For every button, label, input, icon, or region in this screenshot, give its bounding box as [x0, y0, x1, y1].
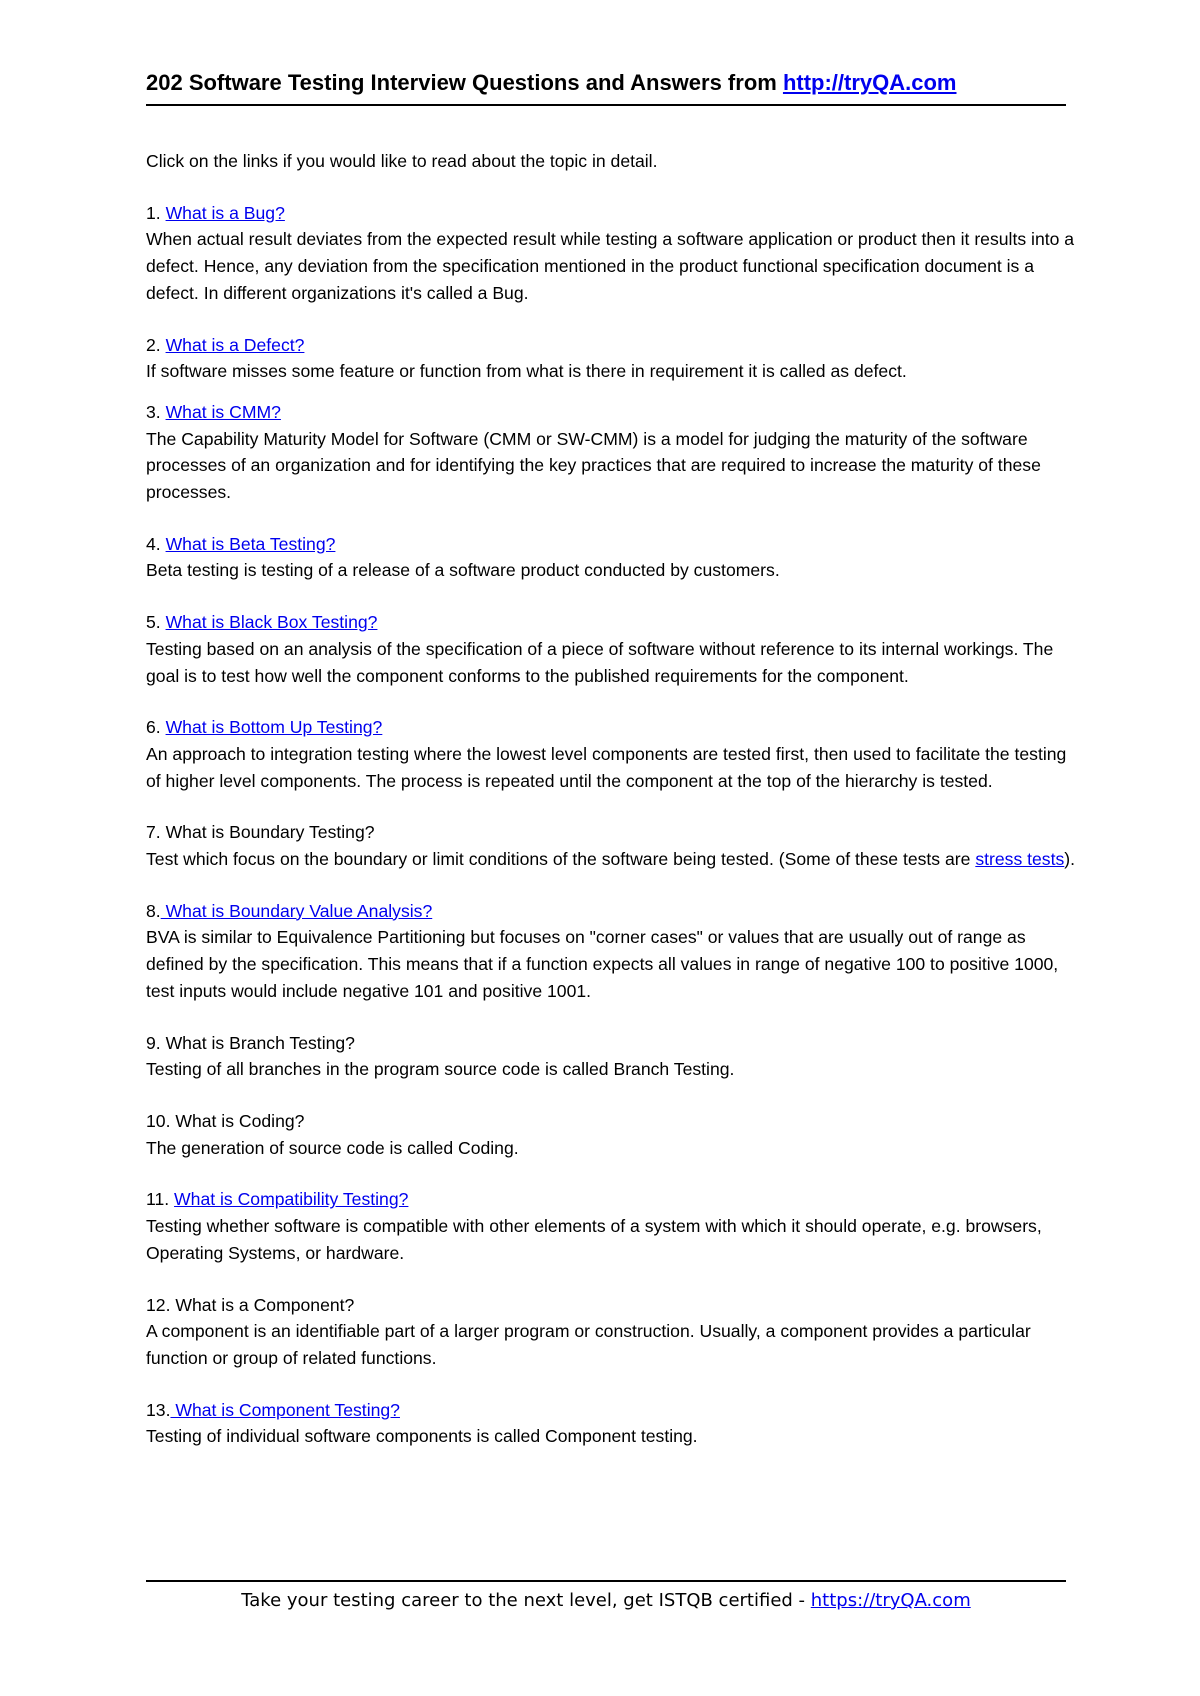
qa-item-1	[146, 200, 1076, 307]
question: 3. What is CMM?	[146, 401, 281, 422]
qa-item-13	[146, 1397, 1076, 1450]
question-text: What is Branch Testing?	[165, 1032, 355, 1053]
question: 7. What is Boundary Testing?	[146, 822, 375, 843]
question: 1. What is a Bug?	[146, 202, 285, 223]
answer: When actual result deviates from the expected result while testing a software application or product then it results into a defect. Hence, any deviation from the specification mentioned in the product functional specification document is a defect. In different organizations it's called a Bug.	[146, 229, 1075, 303]
qa-item-7	[146, 819, 1076, 872]
footer-text: Take your testing career to the next level, get ISTQB certified -	[241, 1590, 811, 1611]
qa-item-10	[146, 1108, 1076, 1161]
qa-item-3	[146, 399, 1076, 506]
stress-tests-link[interactable]: stress tests	[975, 849, 1065, 870]
page-title: 202 Software Testing Interview Questions and Answers from	[146, 70, 783, 95]
question: 4. What is Beta Testing?	[146, 533, 336, 554]
answer: BVA is similar to Equivalence Partitioning but focuses on "corner cases" or values that are usually out of range as defined by the specification. This means that if a function expects all values in range of negative 100 to positive 1000, test inputs would include negative 101 and positive 1001.	[146, 927, 1059, 1001]
qa-item-4	[146, 531, 1076, 584]
question-text: What is a Component?	[175, 1294, 355, 1315]
qa-item-6	[146, 714, 1076, 794]
answer: Testing based on an analysis of the specification of a piece of software without reference to its internal workings. The goal is to test how well the component conforms to the published requirements for the component.	[146, 638, 1054, 686]
qa-item-5	[146, 609, 1076, 689]
qa-item-2	[146, 332, 1076, 385]
question: 6. What is Bottom Up Testing?	[146, 717, 383, 738]
qa-item-12	[146, 1292, 1076, 1372]
question: 2. What is a Defect?	[146, 334, 305, 355]
question: 10. What is Coding?	[146, 1110, 305, 1131]
answer: Testing of individual software components is called Component testing.	[146, 1426, 698, 1447]
answer: Beta testing is testing of a release of a software product conducted by customers.	[146, 560, 780, 581]
footer-link[interactable]: https://tryQA.com	[810, 1590, 971, 1611]
question-link[interactable]: What is Bottom Up Testing?	[165, 717, 383, 738]
answer: Testing whether software is compatible with other elements of a system with which it should operate, e.g. browsers, Operating Systems, or hardware.	[146, 1216, 1042, 1263]
intro-text: Click on the links if you would like to read about the topic in detail.	[146, 151, 658, 171]
document-body	[146, 148, 1076, 1475]
question: 12. What is a Component?	[146, 1294, 355, 1315]
question-text: What is Boundary Testing?	[165, 822, 375, 843]
question-link[interactable]: What is a Defect?	[165, 334, 305, 355]
answer: Testing of all branches in the program source code is called Branch Testing.	[146, 1059, 735, 1080]
question: 11. What is Compatibility Testing?	[146, 1189, 409, 1210]
answer: If software misses some feature or function from what is there in requirement it is called as defect.	[146, 361, 907, 382]
qa-item-9	[146, 1030, 1076, 1083]
answer: The Capability Maturity Model for Software (CMM or SW-CMM) is a model for judging the maturity of the software processes of an organization and for identifying the key practices that are required to increase the maturity of these processes.	[146, 428, 1041, 503]
question-text: What is Coding?	[175, 1110, 305, 1131]
question: 8. What is Boundary Value Analysis?	[146, 900, 433, 921]
page-footer	[146, 1580, 1066, 1611]
page-header	[146, 70, 1066, 106]
question: 9. What is Branch Testing?	[146, 1032, 355, 1053]
question-link[interactable]: What is Black Box Testing?	[165, 612, 378, 633]
qa-item-8	[146, 898, 1076, 1005]
question-link[interactable]: What is Beta Testing?	[165, 533, 336, 554]
question: 13. What is Component Testing?	[146, 1399, 400, 1420]
question: 5. What is Black Box Testing?	[146, 612, 378, 633]
qa-item-11	[146, 1186, 1076, 1266]
question-link[interactable]: What is Compatibility Testing?	[174, 1189, 409, 1210]
question-link[interactable]: What is Component Testing?	[170, 1399, 400, 1420]
answer: A component is an identifiable part of a larger program or construction. Usually, a component provides a particular function or group of related functions.	[146, 1321, 1031, 1368]
question-link[interactable]: What is a Bug?	[165, 202, 285, 223]
question-link[interactable]: What is CMM?	[165, 401, 281, 422]
answer: An approach to integration testing where the lowest level components are tested first, then used to facilitate the testing of higher level components. The process is repeated until the component at the top of the hierarchy is tested.	[146, 743, 1067, 791]
answer: Test which focus on the boundary or limit conditions of the software being tested. (Some of these tests are stress tests).	[146, 849, 1076, 870]
question-link[interactable]: What is Boundary Value Analysis?	[160, 900, 433, 921]
header-link[interactable]: http://tryQA.com	[782, 70, 957, 95]
answer: The generation of source code is called Coding.	[146, 1137, 519, 1158]
